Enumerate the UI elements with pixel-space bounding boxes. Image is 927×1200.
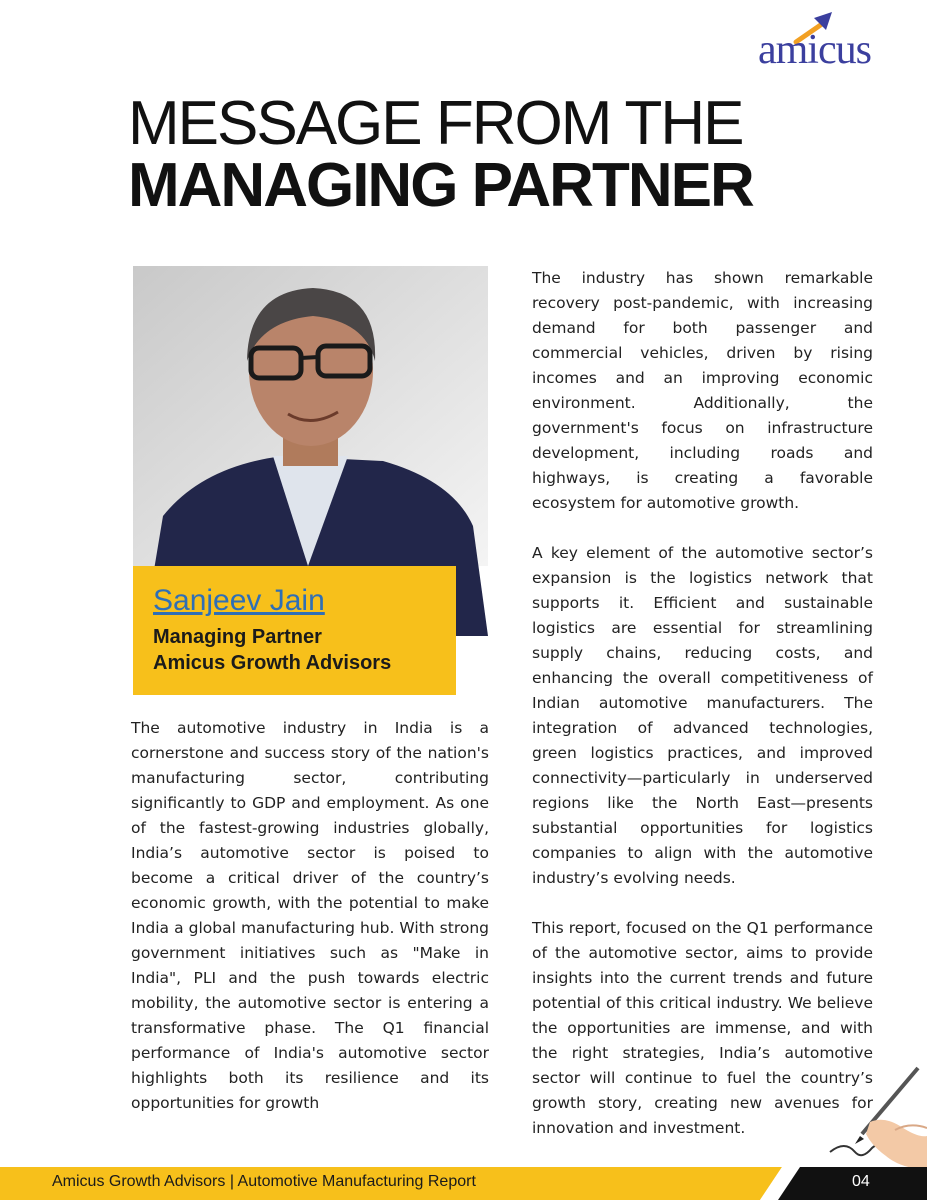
- amicus-logo: [752, 8, 892, 73]
- left-column: [131, 716, 489, 1141]
- person-organization: Amicus Growth Advisors: [153, 652, 392, 674]
- body-paragraph: The automotive industry in India is a cornerstone and success story of the nation's manufacturing sector, contributing significantly to GDP and employment. As one of the fastest-growing industries globally, India’s automotive sector is poised to become a critical driver of the country’s economic growth, with the potential to make India a global manufacturing hub. With strong government initiatives such as "Make in India", PLI and the push towards electric mobility, the automotive sector is entering a transformative phase. The Q1 financial performance of India's automotive sector highlights both its resilience and its opportunities for growth: [131, 719, 489, 1112]
- person-name[interactable]: Sanjeev Jain: [153, 584, 325, 617]
- body-paragraph: A key element of the automotive sector’s expansion is the logistics network that supports it. Efficient and sustainable logistics are essential for streamlining supply chains, reducing costs, and enhancing the overall competitiveness of Indian automotive manufacturers. The integration of advanced technologies, green logistics practices, and improved connectivity—particularly in underserved regions like the North East—presents substantial opportunities for logistics companies to align with the automotive industry’s evolving needs.: [532, 544, 873, 887]
- name-card: [133, 566, 456, 695]
- logo-text: amicus: [758, 27, 871, 73]
- footer-text: Amicus Growth Advisors | Automotive Manufacturing Report: [52, 1173, 476, 1190]
- page-number: 04: [852, 1173, 870, 1190]
- page-title-line-2: MANAGING PARTNER: [128, 151, 753, 220]
- page-title-line-1: MESSAGE FROM THE: [128, 89, 743, 158]
- body-paragraph: The industry has shown remarkable recovery post-pandemic, with increasing demand for both passenger and commercial vehicles, driven by rising incomes and an improving economic environment. Additionally, the government's focus on infrastructure development, including roads and highways, is creating a favorable ecosystem for automotive growth.: [532, 269, 873, 512]
- pen-signature-icon: [800, 1060, 927, 1170]
- right-column: [532, 266, 873, 1166]
- body-paragraph: This report, focused on the Q1 performance of the automotive sector, aims to provide insights into the current trends and future potential of this critical industry. We believe the opportunities are immense, and with the right strategies, India’s automotive sector will continue to fuel the country’s growth story, creating new avenues for innovation and investment.: [532, 919, 873, 1137]
- person-role: Managing Partner: [153, 626, 322, 648]
